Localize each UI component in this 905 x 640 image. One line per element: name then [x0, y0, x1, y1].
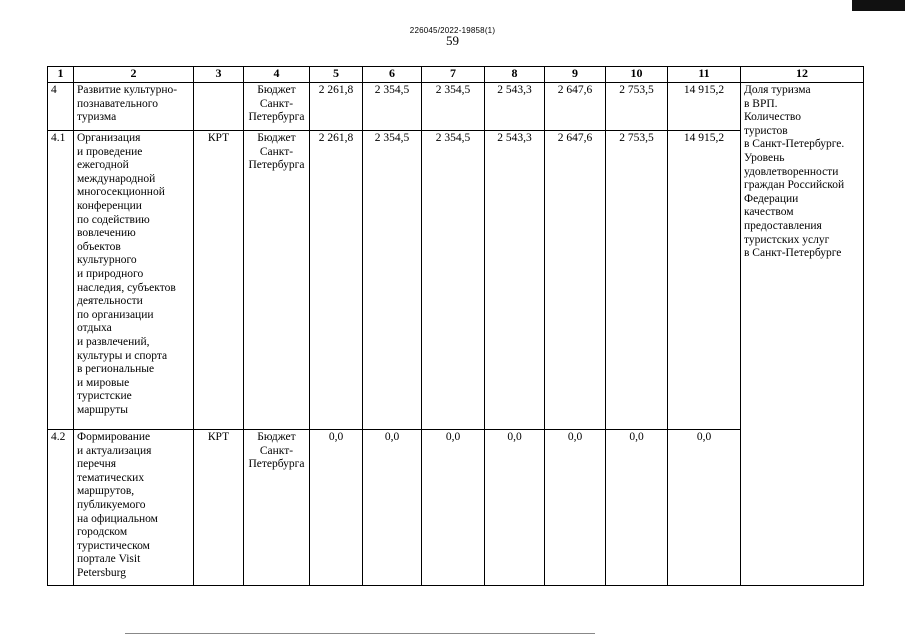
activity-name: Организация и проведение ежегодной международной многосекционной конференции по содействию вовлечению объектов культурного и природного наследия, субъектов деятельности по организации отдыха и развлечений, культуры и спорта в региональные и мировые туристские маршруты	[74, 131, 194, 430]
table-row	[48, 83, 864, 131]
funding-source: Бюджет Санкт- Петербурга	[244, 83, 310, 131]
column-header: 6	[363, 67, 422, 83]
value-cell: 2 647,6	[545, 83, 606, 131]
budget-table	[47, 66, 864, 586]
column-header: 11	[668, 67, 741, 83]
row-number: 4.2	[48, 430, 74, 586]
value-cell: 0,0	[485, 430, 545, 586]
value-cell: 2 354,5	[422, 83, 485, 131]
value-cell: 2 354,5	[363, 83, 422, 131]
value-cell: 2 753,5	[606, 131, 668, 430]
value-cell: 0,0	[668, 430, 741, 586]
value-cell: 0,0	[363, 430, 422, 586]
executor: КРТ	[194, 430, 244, 586]
activity-name: Развитие культурно- познавательного туризма	[74, 83, 194, 131]
column-header: 2	[74, 67, 194, 83]
header-row	[48, 67, 864, 83]
document-id: 226045/2022-19858(1)	[409, 26, 496, 35]
column-header: 12	[741, 67, 864, 83]
activity-name: Формирование и актуализация перечня тематических маршрутов, публикуемого на официальном городском туристическом портале Visit Petersburg	[74, 430, 194, 586]
column-header: 10	[606, 67, 668, 83]
scan-corner-mark	[852, 0, 905, 11]
column-header: 4	[244, 67, 310, 83]
value-cell: 2 543,3	[485, 83, 545, 131]
column-header: 5	[310, 67, 363, 83]
value-cell: 2 647,6	[545, 131, 606, 430]
funding-source: Бюджет Санкт- Петербурга	[244, 430, 310, 586]
column-header: 8	[485, 67, 545, 83]
value-cell: 0,0	[545, 430, 606, 586]
column-header: 7	[422, 67, 485, 83]
value-cell: 0,0	[310, 430, 363, 586]
value-cell: 2 753,5	[606, 83, 668, 131]
row-number: 4.1	[48, 131, 74, 430]
column-header: 1	[48, 67, 74, 83]
value-cell: 2 543,3	[485, 131, 545, 430]
column-header: 9	[545, 67, 606, 83]
expected-results: Доля туризма в ВРП. Количество туристов в Санкт-Петербурге. Уровень удовлетворенности граждан Российской Федерации качеством предоставления туристских услуг в Санкт-Петербурге	[741, 83, 864, 586]
footer-rule	[125, 633, 595, 634]
value-cell: 14 915,2	[668, 131, 741, 430]
page-number: 59	[446, 33, 459, 48]
value-cell: 0,0	[606, 430, 668, 586]
value-cell: 0,0	[422, 430, 485, 586]
value-cell: 2 354,5	[422, 131, 485, 430]
value-cell: 2 354,5	[363, 131, 422, 430]
value-cell: 2 261,8	[310, 131, 363, 430]
value-cell: 14 915,2	[668, 83, 741, 131]
column-header: 3	[194, 67, 244, 83]
row-number: 4	[48, 83, 74, 131]
value-cell: 2 261,8	[310, 83, 363, 131]
executor: КРТ	[194, 131, 244, 430]
executor	[194, 83, 244, 131]
funding-source: Бюджет Санкт- Петербурга	[244, 131, 310, 430]
